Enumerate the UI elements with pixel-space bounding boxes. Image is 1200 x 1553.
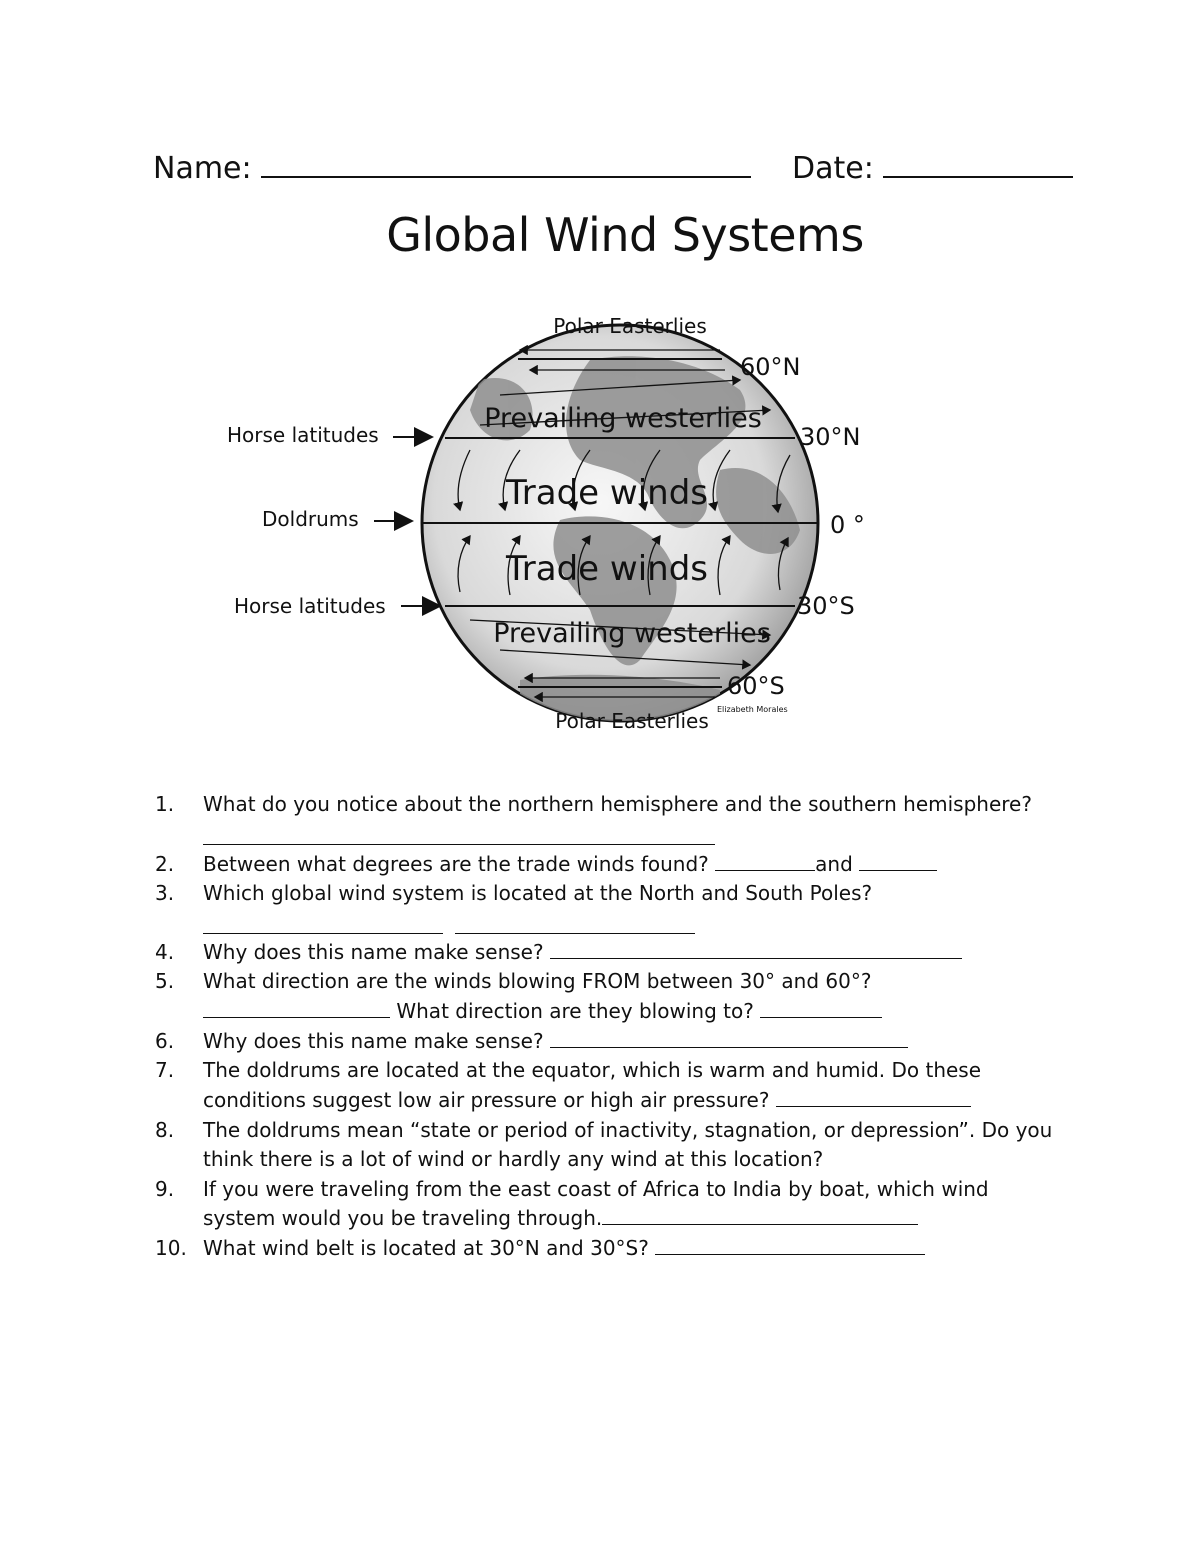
band-label-trade-winds-north: Trade winds — [506, 473, 708, 513]
name-field — [153, 150, 751, 186]
question-text-part: conditions suggest low air pressure or high air pressure? — [203, 1088, 770, 1112]
answer-line-2a[interactable] — [715, 852, 815, 871]
date-label: Date: — [792, 151, 874, 186]
question-text-part: Between what degrees are the trade winds found? — [203, 852, 709, 876]
answer-line-6[interactable] — [550, 1029, 908, 1048]
question-number: 8. — [155, 1118, 175, 1142]
question-text: What do you notice about the northern hemisphere and the southern hemisphere? — [203, 792, 1032, 816]
doldrums-label: Doldrums — [262, 507, 359, 531]
answer-line-3b[interactable] — [455, 915, 695, 934]
question-text-part: Why does this name make sense? — [203, 940, 544, 964]
answer-line-7[interactable] — [776, 1088, 971, 1107]
top-polar-easterlies-label: Polar Easterlies — [553, 314, 707, 338]
question-text: Which global wind system is located at the North and South Poles? — [203, 881, 873, 905]
question-text: The doldrums are located at the equator, which is warm and humid. Do these — [203, 1058, 982, 1082]
question-text — [203, 1029, 908, 1053]
horse-latitudes-south-label: Horse latitudes — [234, 594, 386, 618]
question-text — [203, 1206, 918, 1230]
question-text: think there is a lot of wind or hardly any wind at this location? — [203, 1147, 824, 1171]
question-text-part: Why does this name make sense? — [203, 1029, 544, 1053]
date-field — [792, 150, 1073, 186]
question-text: What direction are the winds blowing FROM between 30° and 60°? — [203, 969, 872, 993]
answer-line-9[interactable] — [602, 1206, 918, 1225]
question-number: 9. — [155, 1177, 175, 1201]
question-number: 1. — [155, 792, 175, 816]
lat-0-label: 0 ° — [830, 511, 865, 539]
question-connector: and — [815, 852, 853, 876]
answer-line-3a[interactable] — [203, 915, 443, 934]
band-label-westerlies-north: Prevailing westerlies — [484, 403, 762, 434]
question-number: 6. — [155, 1029, 175, 1053]
bottom-polar-easterlies-label: Polar Easterlies — [555, 709, 709, 733]
question-text — [203, 852, 937, 876]
question-number: 5. — [155, 969, 175, 993]
globe — [422, 325, 818, 730]
name-label: Name: — [153, 151, 252, 186]
lat-60n-label: 60°N — [740, 353, 801, 381]
date-blank[interactable] — [883, 150, 1073, 178]
band-label-trade-winds-south: Trade winds — [506, 549, 708, 589]
question-text — [203, 940, 962, 964]
question-text-part: system would you be traveling through. — [203, 1206, 603, 1230]
horse-latitudes-north-label: Horse latitudes — [227, 423, 379, 447]
name-blank[interactable] — [261, 150, 751, 178]
lat-60s-label: 60°S — [727, 672, 785, 700]
credit-label: Elizabeth Morales — [717, 705, 788, 714]
question-text — [203, 999, 882, 1023]
answer-line-2b[interactable] — [859, 852, 937, 871]
question-number: 2. — [155, 852, 175, 876]
question-text — [203, 1088, 971, 1112]
question-number: 3. — [155, 881, 175, 905]
lat-30n-label: 30°N — [800, 423, 861, 451]
question-text-part: What wind belt is located at 30°N and 30°S? — [203, 1236, 649, 1260]
question-number: 4. — [155, 940, 175, 964]
answer-line-5b[interactable] — [760, 999, 882, 1018]
question-text — [203, 1236, 925, 1260]
answer-line-4[interactable] — [550, 940, 962, 959]
page-title: Global Wind Systems — [386, 208, 864, 262]
answer-line-10[interactable] — [655, 1236, 925, 1255]
band-label-westerlies-south: Prevailing westerlies — [493, 618, 771, 649]
wind-diagram — [0, 300, 1200, 740]
lat-30s-label: 30°S — [797, 592, 855, 620]
question-text-part: What direction are they blowing to? — [396, 999, 754, 1023]
question-text: If you were traveling from the east coast of Africa to India by boat, which wind — [203, 1177, 989, 1201]
answer-line-5a[interactable] — [203, 999, 390, 1018]
answer-line-1[interactable] — [203, 826, 715, 845]
question-number: 10. — [155, 1236, 187, 1260]
question-text: The doldrums mean “state or period of inactivity, stagnation, or depression”. Do you — [203, 1118, 1053, 1142]
question-number: 7. — [155, 1058, 175, 1082]
